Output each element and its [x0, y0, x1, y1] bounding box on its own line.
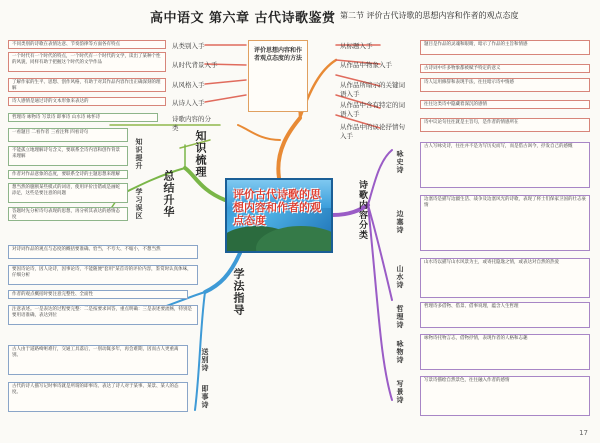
left-entry-poet: 从诗人入手	[172, 99, 205, 107]
type-shanshui: 山水诗	[396, 265, 404, 289]
right-entry-title: 从标题入手	[340, 42, 373, 50]
left-box-accurate: 对诗词作品的观点与态度的概括要准确、恰当，不夸大、不缩小，不想当然	[8, 245, 198, 259]
right-entry-comment: 从作品中的议论抒情句入手	[340, 123, 405, 140]
type-jianfu: 咏史诗	[396, 150, 404, 174]
page-header	[0, 4, 600, 26]
right-box-yongwu: 咏物诗托物言志，借物抒情，表现作者的人格和志趣	[420, 334, 590, 370]
left-box-poem-types: 哲理诗 咏物诗 写景诗 即事诗 山水诗 咏怀诗	[8, 113, 158, 122]
left-box-era: 一个时代有一个时代的特点，一个时代有一个时代的文学，读出了某种个性的风貌，同样有助于把握这个时代的文学作品	[8, 52, 166, 72]
type-zheli: 哲理诗	[396, 305, 404, 329]
page-subtitle: 第二节 评价古代诗歌的思想内容和作者的观点态度	[340, 11, 519, 20]
content-branch: 诗歌内容分类	[357, 180, 367, 240]
left-box-attitude: 作者对作品意象的态度，要联系全诗的主题思想来理解	[8, 170, 128, 179]
knowledge-branch: 知识梳理	[194, 130, 207, 178]
right-box-special: 往往这类诗中隐藏着深沉的感情	[420, 100, 590, 109]
left-box-expression: 注意表述。一是表达的过程要完整：二是按要求回答，重点明确：三是表述要流畅，特别是要用语准确，表达到位	[8, 305, 198, 325]
knowledge-up-label: 知识提升	[135, 138, 143, 170]
right-box-title: 题目是作品的灵魂和眼睛，暗示了作品的主旨和情感	[420, 40, 590, 55]
right-box-jianfu: 古人写咏史诗，往往并不是为写历史而写，而是借古讽今，抒发自己的感慨	[420, 142, 590, 188]
poet-class-label: 诗歌内容的分类	[172, 115, 211, 132]
page-number: 17	[579, 429, 588, 437]
method-node: 评价思想内容和作者观点态度的方法	[248, 40, 308, 112]
type-yongwu: 咏物诗	[396, 340, 404, 364]
left-box-farewell: 古人由于道路崎岖难行，交通工具落后，一别动辄多年，再会难期，因而古人更重离别。	[8, 345, 188, 375]
center-topic-title: 评价古代诗歌的思想内容和作者的观点态度	[233, 188, 321, 228]
left-box-context: 不能孤立地理解诗句含义，要联系全诗内容和创作背景来理解	[8, 146, 128, 166]
left-box-category: 不同类别的诗歌在表情达意、节奏韵律等方面各有特点	[8, 40, 166, 49]
center-topic-image	[225, 178, 333, 253]
left-entry-style: 从风格入手	[172, 81, 205, 89]
right-box-xiejing: 写景诗描绘自然景色，往往融入作者的感情	[420, 376, 590, 416]
left-box-immediate: 古代的诗人描写记时事诗就是所谓的即事诗。表达了诗人对于某事、某景、某人的态度。	[8, 382, 188, 412]
right-box-object: 古诗词中许多物象都被赋予特定的意义	[420, 64, 590, 73]
right-box-comment: 诗中议论句往往就是主旨句，是作者的情感所在	[420, 118, 590, 132]
left-box-steps: 一看题目 二看作者 三看注释 四看诗句	[8, 128, 128, 142]
left-box-poet: 诗人感情是通过诗的文本形象来表达的	[8, 97, 166, 106]
right-box-keyword: 诗人运用修辞和表现手法，往往暗示诗中情感	[420, 78, 590, 92]
left-box-context-based: 要因诗论诗，因人论诗，因事论诗，不能随便"套用"某首诗的评价内容，鉴赏时认真体味，仔细分析	[8, 265, 198, 285]
left-entry-era: 从时代背景入手	[172, 61, 218, 69]
right-entry-special: 从作品中含有特定的词语入手	[340, 101, 405, 118]
left-box-complete: 作者的观点概括时要注意完整性、全面性	[8, 290, 188, 299]
method-branch: 学法指导	[232, 268, 245, 316]
left-box-answer: 答题时先分析诗句表现的思想，再分析其表达的感情态度	[8, 207, 128, 221]
study-error-label: 学习误区	[135, 188, 143, 220]
summary-branch: 总结升华	[162, 170, 175, 218]
right-entry-object: 从作品中物象入手	[340, 61, 392, 69]
page-title: 高中语文 第六章 古代诗歌鉴赏	[150, 11, 336, 26]
left-entry-category: 从类别入手	[172, 42, 205, 50]
type-biansai: 边塞诗	[396, 210, 404, 234]
right-box-shanshui: 山水诗以描写山水风景为主，或寄托隐逸之情，或表达对自然的热爱	[420, 258, 590, 298]
left-box-mistake: 想当然的臆断某些模式的词语，使用评价出错或是画蛇添足，这些是要注意的问题	[8, 183, 128, 203]
right-entry-keyword: 从作品所暗示的关键词语入手	[340, 81, 405, 98]
left-box-style: 了解作家的生平、思想、创作风格，有助于对其作品内容作出正确深刻的理解	[8, 78, 166, 92]
right-box-biansai: 边塞诗是描写边疆生活、战争及边塞风光的诗歌，表现了将士们保家卫国的壮志豪情	[420, 195, 590, 251]
immediate-label: 即事诗	[201, 385, 209, 409]
type-xiejing: 写景诗	[396, 380, 404, 404]
farewell-label: 送别诗	[201, 348, 209, 372]
right-box-zheli: 哲理诗多借物、借景、借事说理，蕴含人生哲理	[420, 302, 590, 328]
